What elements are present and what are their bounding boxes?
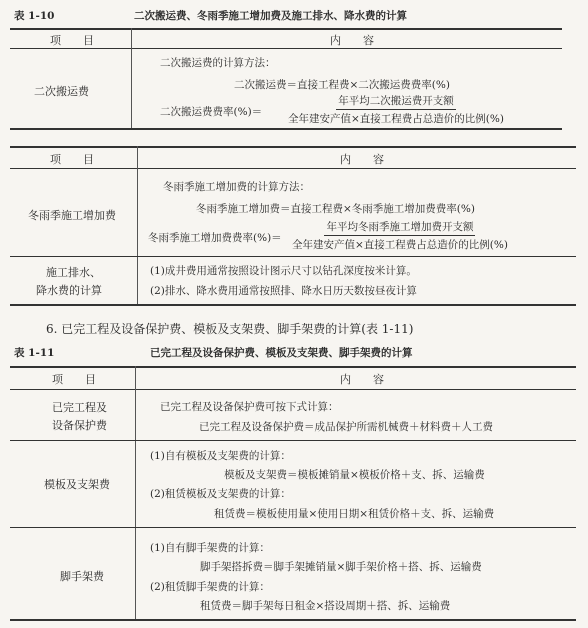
row-label-drainage: 施工排水、 — [46, 266, 101, 279]
row-rule — [10, 440, 576, 441]
formwork-line-3: (2)租赁模板及支架费的计算： — [150, 488, 291, 500]
row-label-formwork: 模板及支架费 — [44, 478, 110, 491]
table-number: 表 1-10 — [14, 10, 55, 22]
header-content: 内 容 — [330, 34, 374, 47]
row-label-scaffold: 脚手架费 — [60, 570, 104, 583]
bottom-rule — [10, 304, 576, 306]
section-heading: 6. 已完工程及设备保护费、模板及支架费、脚手架费的计算(表 1-11) — [46, 322, 414, 336]
top-rule — [10, 28, 562, 30]
scaffold-line-3: (2)租赁脚手架费的计算： — [150, 581, 270, 593]
header-item: 项 目 — [50, 153, 94, 166]
method-text: 二次搬运费的计算方法： — [160, 57, 276, 69]
top-rule — [10, 366, 576, 368]
rate-denominator: 全年建安产值×直接工程费占总造价的比例(%) — [288, 113, 504, 125]
formula-text: 冬雨季施工增加费＝直接工程费×冬雨季施工增加费费率(%) — [196, 203, 475, 215]
method-text: 冬雨季施工增加费的计算方法： — [163, 181, 310, 193]
scaffold-line-4: 租赁费＝脚手架每日租金×搭设周期＋搭、拆、运输费 — [200, 600, 451, 612]
header-item: 项 目 — [50, 34, 94, 47]
row-label-winter-rain: 冬雨季施工增加费 — [28, 209, 116, 222]
row-label-drainage-2: 降水费的计算 — [36, 284, 102, 297]
header-rule — [10, 48, 562, 49]
header-content: 内 容 — [340, 153, 384, 166]
scaffold-line-1: (1)自有脚手架费的计算： — [150, 542, 270, 554]
row-label-secondary-transport: 二次搬运费 — [34, 85, 89, 98]
row-label-protection-2: 设备保护费 — [52, 419, 107, 432]
protection-line-1: 已完工程及设备保护费可按下式计算： — [160, 401, 339, 413]
column-divider — [135, 366, 136, 620]
rate-numerator: 年平均冬雨季施工增加费开支额 — [324, 219, 475, 236]
header-rule — [10, 389, 576, 390]
header-content: 内 容 — [340, 373, 384, 386]
top-rule — [10, 146, 576, 148]
row-label-protection: 已完工程及 — [52, 401, 107, 414]
formula-text: 二次搬运费＝直接工程费×二次搬运费费率(%) — [234, 79, 450, 91]
rate-fraction — [290, 219, 510, 252]
rate-fraction — [286, 93, 506, 126]
protection-line-2: 已完工程及设备保护费＝成品保护所需机械费＋材料费＋人工费 — [199, 421, 493, 433]
scaffold-line-2: 脚手架搭拆费＝脚手架摊销量×脚手架价格＋搭、拆、运输费 — [200, 561, 482, 573]
drainage-line-2: (2)排水、降水费用通常按照排、降水日历天数按昼夜计算 — [150, 285, 417, 297]
rate-denominator: 全年建安产值×直接工程费占总造价的比例(%) — [292, 239, 508, 251]
table-title: 二次搬运费、冬雨季施工增加费及施工排水、降水费的计算 — [134, 10, 407, 22]
table-number: 表 1-11 — [14, 347, 55, 359]
formwork-line-1: (1)自有模板及支架费的计算： — [150, 450, 291, 462]
bottom-rule — [10, 619, 576, 621]
rate-lhs: 二次搬运费费率(%)＝ — [160, 106, 263, 118]
row-rule — [10, 256, 576, 257]
header-rule — [10, 168, 576, 169]
table-title: 已完工程及设备保护费、模板及支架费、脚手架费的计算 — [150, 347, 413, 359]
drainage-line-1: (1)成井费用通常按照设计图示尺寸以钻孔深度按米计算。 — [150, 265, 417, 277]
rate-lhs: 冬雨季施工增加费费率(%)＝ — [148, 232, 282, 244]
column-divider — [131, 28, 132, 128]
formwork-line-4: 租赁费＝模板使用量×使用日期×租赁价格＋支、拆、运输费 — [214, 508, 495, 520]
formwork-line-2: 模板及支架费＝模板摊销量×模板价格＋支、拆、运输费 — [224, 469, 485, 481]
row-rule — [10, 527, 576, 528]
bottom-rule — [10, 128, 562, 130]
column-divider — [137, 146, 138, 304]
header-item: 项 目 — [52, 373, 96, 386]
rate-numerator: 年平均二次搬运费开支额 — [336, 93, 456, 110]
